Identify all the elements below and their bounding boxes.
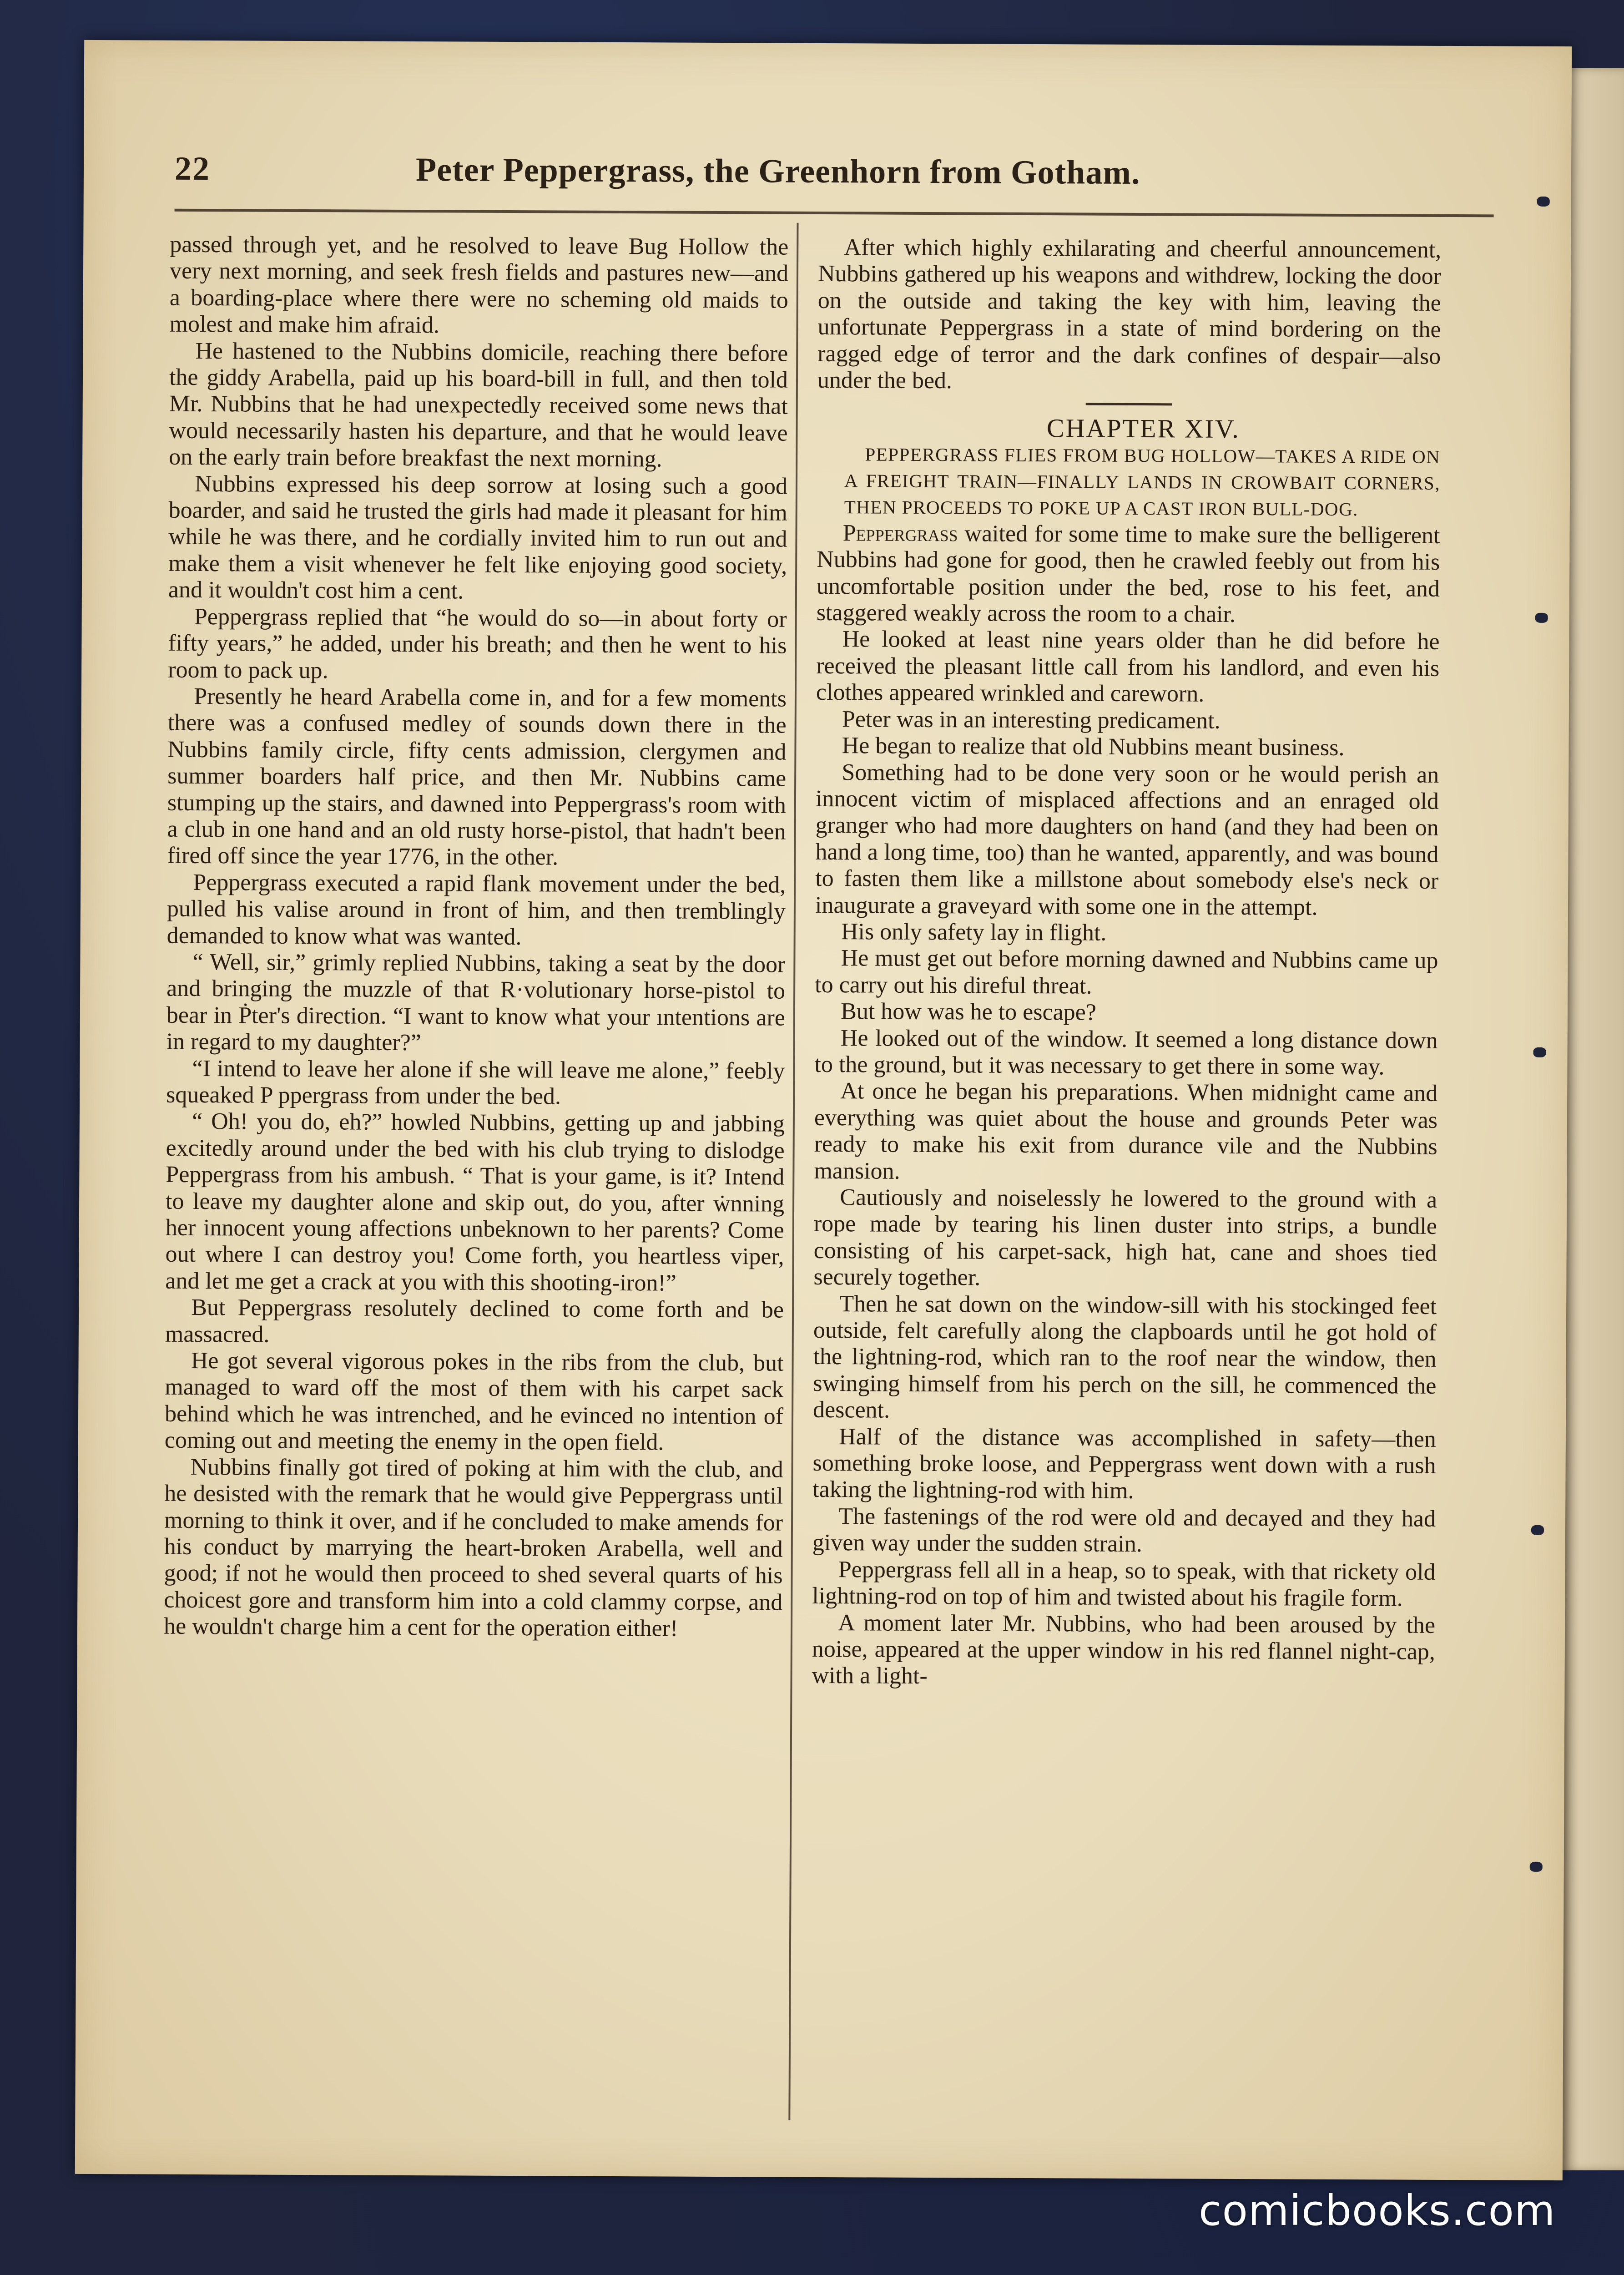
paragraph: He got several vigorous pokes in the ribs from the club, but managed to ward off the most of them with his carpet sack behind which he was intrenched, and he evinced no intention of coming out and meeting the enemy in the open field. xyxy=(164,1348,784,1456)
binding-hole xyxy=(1537,197,1550,207)
paragraph: Half of the distance was accomplished in safety—then something broke loose, and Peppergrass went down with a rush taking the lightning-rod with him. xyxy=(812,1423,1436,1504)
paragraph: Peppergrass replied that “he would do so—in about forty or fifty years,” he added, under his breath; and then he went to his room to pack up. xyxy=(168,603,787,683)
site-watermark: comicbooks.com xyxy=(1199,2186,1556,2235)
chapter-opening-text: waited for some time to make sure the belligerent Nubbins had gone for good, then he crawled feebly out from his uncomfortable position under the bed, rose to his feet, and staggered weakly across the room to a chair. xyxy=(816,521,1440,628)
left-column xyxy=(164,232,788,1643)
paragraph: He looked out of the window. It seemed a long distance down to the ground, but it was necessary to get there in some way. xyxy=(814,1025,1438,1080)
chapter-title: CHAPTER XIV. xyxy=(1046,413,1241,444)
paragraph: Cautiously and noiselessly he lowered to the ground with a rope made by tearing his linen duster into strips, a bundle consisting of his carpet-sack, high hat, cane and shoes tied securely together. xyxy=(813,1184,1437,1291)
page-number: 22 xyxy=(174,150,211,188)
paragraph: He must get out before morning dawned and Nubbins came up to carry out his direful threat. xyxy=(815,945,1438,999)
paragraph: He hastened to the Nubbins domicile, reaching there before the giddy Arabella, paid up his board-bill in full, and then told Mr. Nubbins that he had unexpectedly received some news that would necessarily hasten his departure, and that he would leave on the early train before breakfast the next morning. xyxy=(169,338,788,472)
paragraph: Then he sat down on the window-sill with his stockinged feet outside, felt carefully along the clapboards until he got hold of the lightning-rod, which ran to the roof near the window, then swinging himself from his perch on the sill, he commenced the descent. xyxy=(813,1290,1437,1423)
chapter-first-word: Peppergrass xyxy=(842,520,958,547)
paragraph: The fastenings of the rod were old and decayed and they had given way under the sudden strain. xyxy=(812,1503,1436,1557)
column-divider xyxy=(788,223,798,2120)
header-rule xyxy=(175,209,1494,217)
paragraph: After which highly exhilarating and cheerful announcement, Nubbins gathered up his weapons and withdrew, locking the door on the outside and taking the key with him, leaving the unfortunate Peppergrass in a state of mind bordering on the ragged edge of terror and the dark confines of despair—also under the bed. xyxy=(817,234,1442,394)
paragraph: Something had to be done very soon or he would perish an innocent victim of misplaced affections and an enraged old granger who had more daughters on hand (and they had been on hand a long time, too) than he wanted, apparently, and was bound to fasten them like a millstone about somebody else's neck or inaugurate a graveyard with some one in the attempt. xyxy=(815,759,1439,920)
paragraph: He began to realize that old Nubbins meant business. xyxy=(842,733,1345,761)
paragraph: “I intend to leave her alone if she will leave me alone,” feebly squeaked P ppergrass from under the bed. xyxy=(166,1055,785,1110)
running-title: Peter Peppergrass, the Greenhorn from Gotham. xyxy=(415,151,1140,192)
paragraph: “ Well, sir,” grimly replied Nubbins, taking a seat by the door and bringing the muzzle of that R·volutionary horse-pistol to bear in Ṗter's direction. “I want to know what your ıntentions are in regard to my daughter?” xyxy=(166,949,786,1056)
paragraph: But how was he to escape? xyxy=(841,998,1096,1026)
chapter-opening-paragraph xyxy=(817,520,1440,629)
paragraph: Peppergrass executed a rapid flank movement under the bed, pulled his valise around in front of him, and then tremblingly demanded to know what was wanted. xyxy=(166,869,786,950)
binding-hole xyxy=(1535,613,1548,623)
binding-hole xyxy=(1531,1525,1544,1535)
paragraph: passed through yet, and he resolved to leave Bug Hollow the very next morning, and seek fresh fields and pastures new—and a boarding-place where there were no scheming old maids to molest and make him afraid. xyxy=(169,231,789,339)
paragraph: At once he began his preparations. When midnight came and everything was quiet about the house and grounds Peter was ready to make his exit from durance vile and the Nubbins mansion. xyxy=(814,1078,1438,1184)
paragraph: Peppergrass fell all in a heap, so to speak, with that rickety old lightning-rod on top of him and twisted about his fragile form. xyxy=(812,1556,1436,1612)
paragraph: But Peppergrass resolutely declined to come forth and be massacred. xyxy=(165,1294,784,1348)
paragraph: Presently he heard Arabella come in, and for a few moments there was a confused medley of sounds down there in the Nubbins family circle, fifty cents admission, clergymen and summer boarders half price, and then Mr. Nubbins came stumping up the stairs, and dawned into Peppergrass's room with a club in one hand and an old rusty horse-pistol, that hadn't been fired off since the year 1776, in the other. xyxy=(167,683,787,870)
book-page xyxy=(75,40,1572,2180)
paragraph: “ Oh! you do, eh?” howled Nubbins, getting up and jabbing excitedly around under the bed with his club trying to dislodge Peppergrass from his ambush. “ That is your game, is it? Intend to leave my daughter alone and skip out, do you, after ẇnning her innocent young affections unbeknown to her parents? Come out where I can destroy you! Come forth, you heartless viper, and let me get a crack at you with this shooting-iron!” xyxy=(165,1108,785,1296)
chapter-rule xyxy=(1086,403,1172,406)
right-column xyxy=(812,234,1441,1692)
page-header xyxy=(175,150,1494,206)
paragraph: Peter was in an interesting predicament. xyxy=(842,706,1221,734)
paragraph: His only safety lay in flight. xyxy=(841,919,1107,946)
paragraph: A moment later Mr. Nubbins, who had been aroused by the noise, appeared at the upper window in his red flannel night-cap, with a light- xyxy=(812,1609,1436,1689)
binding-hole xyxy=(1530,1862,1543,1872)
binding-hole xyxy=(1533,1047,1546,1057)
paragraph: Nubbins finally got tired of poking at him with the club, and he desisted with the remark that he would give Peppergrass until morning to think it over, and if he concluded to make amends for his conduct by marrying the heart-broken Arabella, well and good; if not he would then proceed to shed several quarts of his choicest gore and transform him into a cold clammy corpse, and he wouldn't charge him a cent for the operation either! xyxy=(163,1454,783,1642)
paragraph: He looked at least nine years older than he did before he received the pleasant little call from his landlord, and even his clothes appeared wrinkled and careworn. xyxy=(816,626,1440,707)
paragraph: Nubbins expressed his deep sorrow at losing such a good boarder, and said he trusted the girls had made it pleasant for him while he was there, and he cordially invited him to run out and make them a visit whenever he felt like enjoying good society, and it wouldn't cost him a cent. xyxy=(168,470,788,604)
chapter-summary: PEPPERGRASS FLIES FROM BUG HOLLOW—TAKES A RIDE ON A FREIGHT TRAIN—FINALLY LANDS IN CROWBAIT CORNERS, THEN PROCEEDS TO POKE UP A CAST IRON BULL-DOG. xyxy=(844,444,1441,520)
